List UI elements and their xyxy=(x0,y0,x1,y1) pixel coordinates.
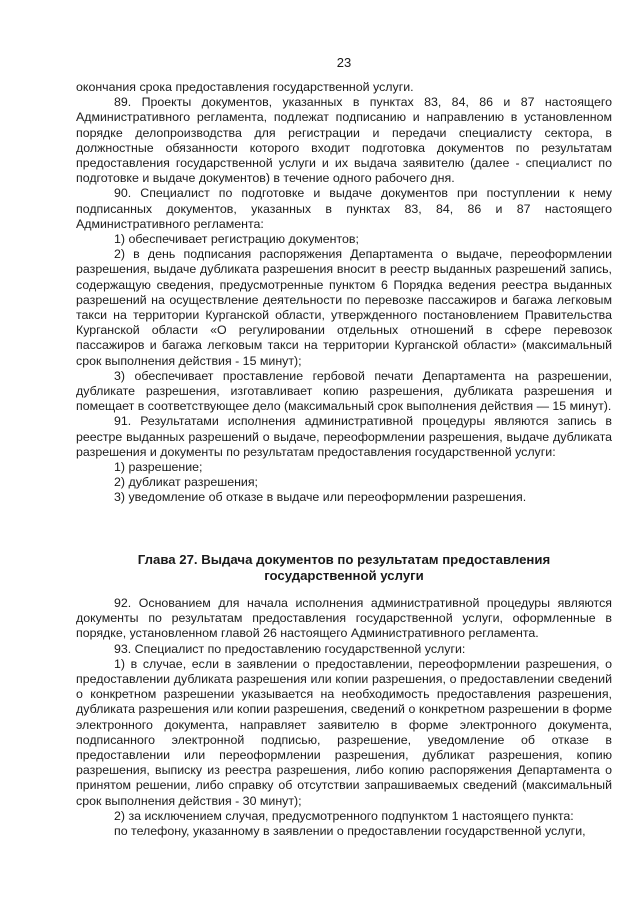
paragraph-90-item-3: 3) обеспечивает проставление гербовой печати Департамента на разрешении, дубликате разрешения, изготавливает копию разрешения, дубликата разрешения и помещает в соответствующее дело (максимальный срок выполнения действия — 15 минут). xyxy=(76,368,612,414)
chapter-title-line-1: Глава 27. Выдача документов по результатам предоставления xyxy=(137,552,551,567)
document-body-top xyxy=(76,80,612,506)
paragraph-90-item-2: 2) в день подписания распоряжения Департамента о выдаче, переоформлении разрешения, выдаче дубликата разрешения вносит в реестр выданных разрешений запись, содержащую сведения, предусмотренные пунктом 6 Порядка ведения реестра выданных разрешений на осуществление деятельности по перевозке пассажиров и багажа легковым такси на территории Курганской области, утвержденного постановлением Правительства Курганской области «О регулировании отдельных отношений в сфере перевозок пассажиров и багажа легковым такси на территории Курганской области» (максимальный срок выполнения действия - 15 минут); xyxy=(76,247,612,368)
document-body-bottom xyxy=(76,596,612,839)
paragraph-92: 92. Основанием для начала исполнения административной процедуры являются документы по результатам предоставления государственной услуги, оформленные в порядке, установленном главой 26 настоящего Административного регламента. xyxy=(76,596,612,641)
paragraph-93-item-1: 1) в случае, если в заявлении о предоставлении, переоформлении разрешения, о предоставлении дубликата разрешения или копии разрешения, о предоставлении сведений о конкретном разрешении указывается на необходимость предоставления разрешения, дубликата разрешения или копии разрешения, сведений о конкретном разрешении в форме электронного документа, направляет заявителю в форме электронного документа, подписанного электронной подписью, разрешение, уведомление об отказе в предоставлении или переоформлении разрешения, дубликат разрешения, копию разрешения, выписку из реестра разрешения, либо копию распоряжения Департамента о принятом решении, либо справку об отсутствии запрашиваемых сведений (максимальный срок выполнения действия - 30 минут); xyxy=(76,656,612,808)
page-number: 23 xyxy=(336,55,352,70)
document-page xyxy=(76,0,612,905)
paragraph-93: 93. Специалист по предоставлению государственной услуги: xyxy=(114,641,466,656)
paragraph-90: 90. Специалист по подготовке и выдаче документов при поступлении к нему подписанных документов, указанных в пунктах 83, 84, 86 и 87 настоящего Административного регламента: xyxy=(76,186,612,231)
paragraph-91-item-2: 2) дубликат разрешения; xyxy=(114,475,258,490)
chapter-title-line-2: государственной услуги xyxy=(264,568,424,583)
paragraph-91: 91. Результатами исполнения административной процедуры являются запись в реестре выданных разрешений о выдаче, переоформлении разрешения, выдаче дубликата разрешения и документы по результатам предоставления государственной услуги: xyxy=(76,414,612,459)
paragraph-89: 89. Проекты документов, указанных в пунктах 83, 84, 86 и 87 настоящего Административного регламента, подлежат подписанию и направлению в установленном порядке делопроизводства для регистрации и передачи специалисту сектора, в должностные обязанности которого входит подготовка документов по результатам предоставления государственной услуги и их выдача заявителю (далее - специалист по подготовке и выдаче документов) в течение одного рабочего дня. xyxy=(76,95,612,186)
paragraph-91-item-1: 1) разрешение; xyxy=(114,460,203,475)
paragraph-90-item-1: 1) обеспечивает регистрацию документов; xyxy=(114,232,359,247)
chapter-title xyxy=(76,552,612,584)
paragraph-93-item-2-continuation: по телефону, указанному в заявлении о предоставлении государственной услуги, xyxy=(114,824,586,839)
paragraph-93-item-2: 2) за исключением случая, предусмотренного подпунктом 1 настоящего пункта: xyxy=(114,808,574,823)
paragraph-91-item-3: 3) уведомление об отказе в выдаче или переоформлении разрешения. xyxy=(114,490,527,505)
paragraph-continuation: окончания срока предоставления государственной услуги. xyxy=(76,80,414,94)
